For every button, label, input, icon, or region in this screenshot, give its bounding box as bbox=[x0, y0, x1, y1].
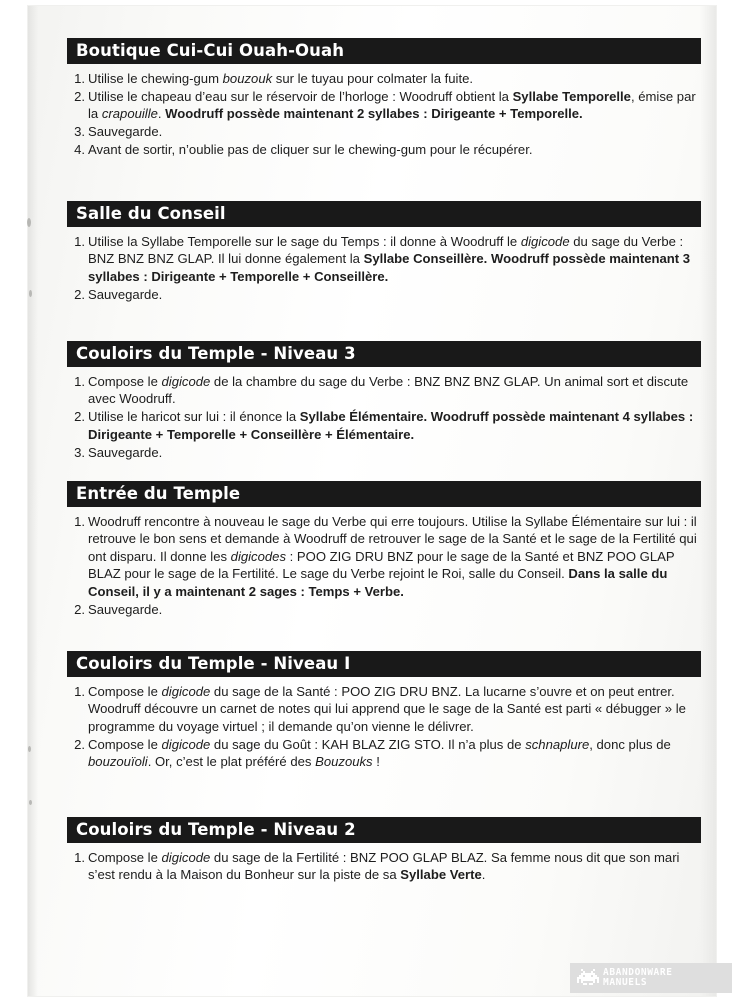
section-title-couloirs-du-temple-niveau-3: Couloirs du Temple - Niveau 3 bbox=[67, 341, 701, 367]
section-couloirs-du-temple-niveau-1 bbox=[67, 651, 701, 771]
section-body-couloirs-du-temple-niveau-1 bbox=[67, 677, 701, 771]
step-number: 1. bbox=[74, 234, 85, 249]
emphasis-bold: Dans la salle du Conseil, il y a maintenant 2 sages : Temps + Verbe. bbox=[88, 566, 668, 599]
step-text bbox=[88, 849, 699, 884]
step-item bbox=[67, 373, 699, 408]
scan-artifact-speck bbox=[28, 746, 31, 752]
text-run: , émise par la bbox=[88, 88, 696, 122]
text-run: Sauvegarde. bbox=[88, 444, 163, 460]
text-run: Compose le bbox=[88, 736, 162, 752]
step-text bbox=[88, 141, 699, 158]
space-invader-icon bbox=[577, 969, 599, 987]
step-text bbox=[88, 70, 699, 87]
text-run: du sage du Goût : KAH BLAZ ZIG STO. Il n’a plus de bbox=[210, 736, 526, 752]
step-text bbox=[88, 88, 699, 123]
text-run: de la chambre du sage du Verbe : BNZ BNZ BNZ GLAP. Un animal sort et discute avec Woodruff. bbox=[88, 374, 689, 407]
emphasis-italic: bouzouïoli bbox=[88, 754, 148, 770]
scan-artifact-speck bbox=[27, 218, 31, 227]
text-run: Utilise le chapeau d’eau sur le réservoir de l’horloge : Woodruff obtient la bbox=[88, 88, 513, 104]
section-body-couloirs-du-temple-niveau-2 bbox=[67, 843, 701, 884]
emphasis-italic: digicode bbox=[161, 850, 211, 865]
emphasis-bold: Syllabe Conseillère. Woodruff possède maintenant 3 syllabes : Dirigeante + Temporelle + Conseillère. bbox=[88, 251, 691, 284]
step-number: 1. bbox=[74, 71, 85, 86]
step-item bbox=[67, 233, 699, 285]
emphasis-italic: digicodes bbox=[230, 548, 286, 564]
step-item bbox=[67, 513, 699, 600]
step-list bbox=[67, 849, 699, 884]
manual-content bbox=[67, 0, 701, 1000]
text-run: . bbox=[481, 867, 486, 883]
text-run: Sauvegarde. bbox=[88, 601, 163, 617]
step-text bbox=[88, 513, 699, 600]
text-run: Compose le bbox=[88, 684, 162, 699]
step-list bbox=[67, 513, 699, 618]
emphasis-italic: bouzouk bbox=[222, 71, 273, 86]
text-run: du sage de la Fertilité : BNZ POO GLAP BLAZ. Sa femme nous dit que son mari s’est rendu à la Maison du Bonheur sur la piste de sa bbox=[88, 850, 680, 883]
step-item bbox=[67, 286, 699, 303]
step-list bbox=[67, 373, 699, 461]
emphasis-bold: Syllabe Temporelle bbox=[512, 88, 631, 104]
step-number: 1. bbox=[74, 514, 85, 529]
step-number: 1. bbox=[74, 850, 85, 865]
step-item bbox=[67, 141, 699, 158]
scan-artifact-speck bbox=[29, 800, 32, 805]
step-number: 2. bbox=[74, 601, 85, 617]
text-run: Sauvegarde. bbox=[88, 286, 163, 302]
section-title-couloirs-du-temple-niveau-1: Couloirs du Temple - Niveau I bbox=[67, 651, 701, 677]
section-body-salle-du-conseil bbox=[67, 227, 701, 303]
section-title-salle-du-conseil: Salle du Conseil bbox=[67, 201, 701, 227]
page-left-shadow bbox=[28, 6, 38, 996]
step-number: 3. bbox=[74, 444, 85, 460]
page-right-shadow bbox=[700, 6, 716, 996]
emphasis-italic: digicode bbox=[161, 684, 211, 699]
step-item bbox=[67, 123, 699, 140]
text-run: Utilise la Syllabe Temporelle sur le sage du Temps : il donne à Woodruff le bbox=[88, 234, 521, 249]
section-title-boutique-cui-cui-ouah-ouah: Boutique Cui-Cui Ouah-Ouah bbox=[67, 38, 701, 64]
text-run: du sage de la Santé : POO ZIG DRU BNZ. La lucarne s’ouvre et on peut entrer. Woodruff découvre un carnet de notes qui lui apprend que le sage de la Santé est parti « débugger » le programme du voyage virtuel ; il demande qu’on vienne le délivrer. bbox=[88, 684, 686, 734]
step-number: 4. bbox=[74, 142, 85, 158]
text-run: Sauvegarde. bbox=[88, 124, 163, 140]
step-text bbox=[88, 373, 699, 408]
step-text bbox=[88, 683, 699, 735]
step-text bbox=[88, 601, 699, 618]
text-run: Compose le bbox=[88, 374, 162, 389]
section-entree-du-temple bbox=[67, 481, 701, 618]
text-run: . bbox=[157, 106, 166, 122]
step-number: 2. bbox=[74, 409, 85, 425]
step-number: 3. bbox=[74, 124, 85, 140]
section-couloirs-du-temple-niveau-3 bbox=[67, 341, 701, 462]
step-number: 1. bbox=[74, 374, 85, 389]
step-text bbox=[88, 123, 699, 140]
step-item bbox=[67, 736, 699, 771]
step-number: 2. bbox=[74, 286, 85, 302]
emphasis-italic: digicode bbox=[520, 234, 570, 249]
step-list bbox=[67, 233, 699, 303]
text-run: ! bbox=[372, 754, 380, 770]
text-run: . Or, c’est le plat préféré des bbox=[147, 754, 316, 770]
text-run: , donc plus de bbox=[589, 736, 671, 752]
emphasis-italic: digicode bbox=[161, 374, 211, 389]
text-run: : POO ZIG DRU BNZ pour le sage de la Santé et BNZ POO GLAP BLAZ pour le sage de la Fertilité. Le sage du Verbe rejoint le Roi, salle du Conseil. bbox=[88, 548, 675, 582]
watermark-line-1: ABANDONWARE bbox=[603, 966, 673, 978]
step-item bbox=[67, 70, 699, 87]
emphasis-bold: Syllabe Élémentaire. Woodruff possède maintenant 4 syllabes : Dirigeante + Temporelle + Conseillère + Élémentaire. bbox=[88, 409, 694, 442]
step-item bbox=[67, 849, 699, 884]
section-title-entree-du-temple: Entrée du Temple bbox=[67, 481, 701, 507]
step-text bbox=[88, 736, 699, 771]
step-text bbox=[88, 408, 699, 443]
step-item bbox=[67, 88, 699, 123]
text-run: sur le tuyau pour colmater la fuite. bbox=[272, 71, 474, 86]
text-run: Woodruff rencontre à nouveau le sage du Verbe qui erre toujours. Utilise la Syllabe Élémentaire sur lui : il retrouve le bon sens et demande à Woodruff de retrouver le sage de la Santé et le sage de la Fertilité qui ont disparu. Il donne les bbox=[88, 514, 697, 564]
section-body-couloirs-du-temple-niveau-3 bbox=[67, 367, 701, 461]
section-body-entree-du-temple bbox=[67, 507, 701, 618]
emphasis-bold: Woodruff possède maintenant 2 syllabes : Dirigeante + Temporelle. bbox=[165, 106, 583, 122]
emphasis-italic: crapouille bbox=[101, 106, 158, 122]
scan-artifact-speck bbox=[29, 290, 32, 297]
step-number: 1. bbox=[74, 684, 85, 699]
step-item bbox=[67, 408, 699, 443]
section-title-couloirs-du-temple-niveau-2: Couloirs du Temple - Niveau 2 bbox=[67, 817, 701, 843]
text-run: du sage du Verbe : BNZ BNZ BNZ GLAP. Il lui donne également la bbox=[88, 234, 684, 267]
section-boutique-cui-cui-ouah-ouah bbox=[67, 38, 701, 159]
emphasis-italic: schnaplure bbox=[525, 736, 590, 752]
section-body-boutique-cui-cui-ouah-ouah bbox=[67, 64, 701, 159]
emphasis-italic: Bouzouks bbox=[315, 754, 373, 770]
emphasis-italic: digicode bbox=[161, 736, 211, 752]
step-number: 2. bbox=[74, 88, 85, 104]
step-text bbox=[88, 286, 699, 303]
step-item bbox=[67, 444, 699, 461]
step-text bbox=[88, 444, 699, 461]
text-run: Avant de sortir, n’oublie pas de cliquer sur le chewing-gum pour le récupérer. bbox=[88, 142, 533, 158]
watermark-text bbox=[603, 968, 673, 989]
text-run: Utilise le haricot sur lui : il énonce la bbox=[88, 409, 300, 425]
abandonware-watermark bbox=[570, 963, 732, 993]
step-item bbox=[67, 683, 699, 735]
text-run: Compose le bbox=[88, 850, 162, 865]
step-list bbox=[67, 70, 699, 159]
section-salle-du-conseil bbox=[67, 201, 701, 304]
step-list bbox=[67, 683, 699, 771]
step-text bbox=[88, 233, 699, 285]
section-couloirs-du-temple-niveau-2 bbox=[67, 817, 701, 884]
text-run: Utilise le chewing-gum bbox=[88, 71, 223, 86]
emphasis-bold: Syllabe Verte bbox=[400, 867, 482, 883]
watermark-line-2: MANUELS bbox=[603, 977, 648, 988]
step-item bbox=[67, 601, 699, 618]
step-number: 2. bbox=[74, 736, 85, 752]
